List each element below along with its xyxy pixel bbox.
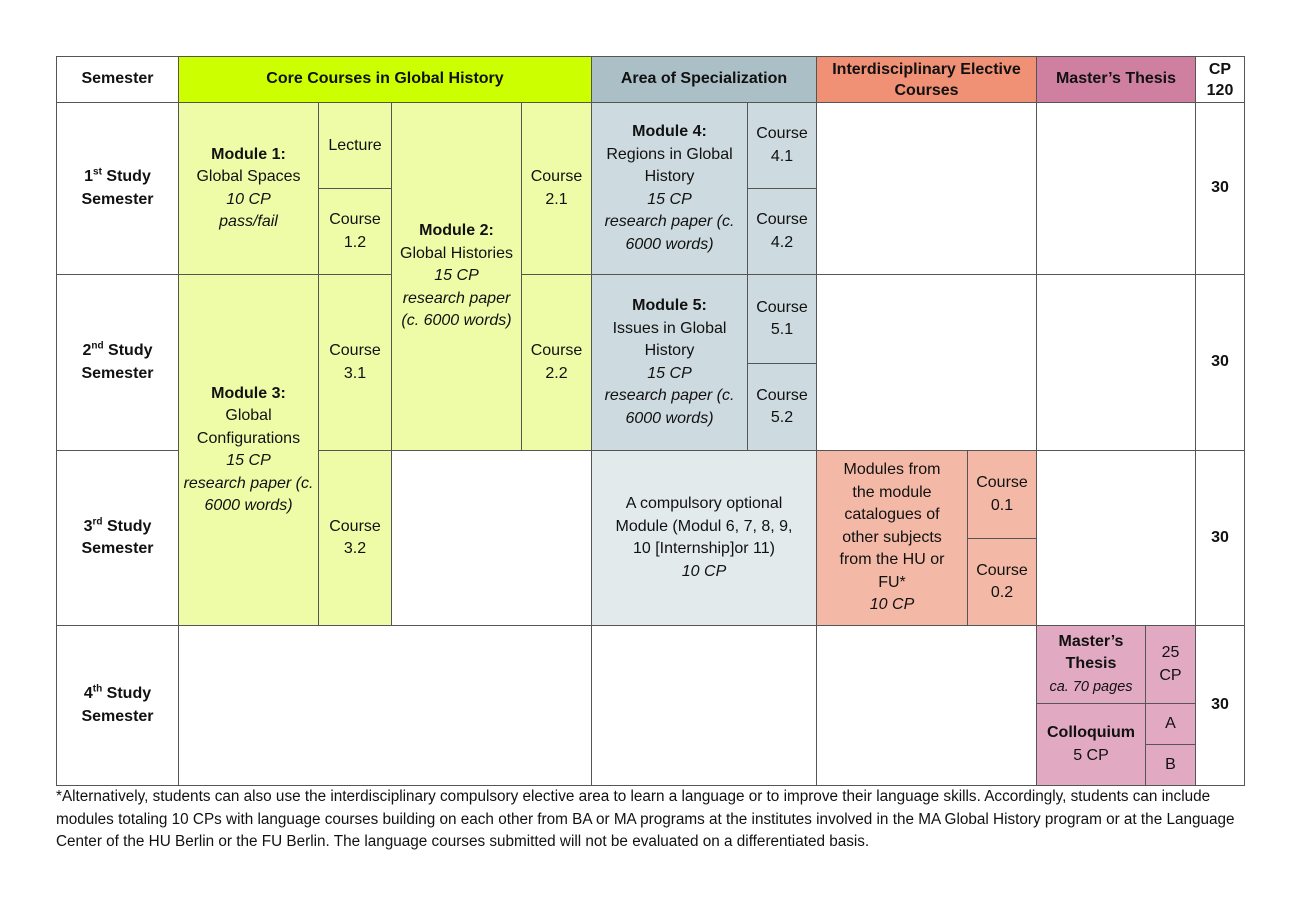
course-3-2: Course 3.2 <box>318 450 392 626</box>
empty-core-3 <box>391 450 592 626</box>
empty-thesis-3 <box>1036 450 1196 626</box>
course-0-2: Course 0.2 <box>967 538 1037 626</box>
course-4-2: Course 4.2 <box>747 188 817 275</box>
colloquium-b: B <box>1145 744 1196 786</box>
header-thesis: Master’s Thesis <box>1036 56 1196 103</box>
course-0-1: Course 0.1 <box>967 450 1037 539</box>
footnote: *Alternatively, students can also use the interdisciplinary compulsory elective area to learn a language or to improve their language skills. Accordingly, students can include modules totaling 10 CPs with language courses building on each other from BA or MA programs at the institutes involved in the MA Global History program or at the Language Center of the HU Berlin or the FU Berlin. The language courses submitted will not be evaluated on a differentiated basis. <box>56 788 1235 850</box>
cp-semester-4: 30 <box>1195 625 1245 786</box>
semester-3: 3rd Study Semester <box>56 450 179 626</box>
module-1: Module 1: Global Spaces 10 CP pass/fail <box>178 102 319 275</box>
course-2-1: Course 2.1 <box>521 102 592 275</box>
cp-semester-3: 30 <box>1195 450 1245 626</box>
thesis-cp: 25 CP <box>1145 625 1196 704</box>
module-4: Module 4: Regions in Global History 15 CP research paper (c. 6000 words) <box>591 102 748 275</box>
semester-4: 4th Study Semester <box>56 625 179 786</box>
colloquium: Colloquium 5 CP <box>1036 703 1146 786</box>
semester-2: 2nd Study Semester <box>56 274 179 451</box>
empty-int-2 <box>816 274 1037 451</box>
empty-spec-4 <box>591 625 817 786</box>
header-interdisciplinary: Interdisciplinary Elective Courses <box>816 56 1037 103</box>
module-2: Module 2: Global Histories 15 CP research paper (c. 6000 words) <box>391 102 522 451</box>
interdisciplinary-module: Modules from the module catalogues of other subjects from the HU or FU* 10 CP <box>816 450 968 626</box>
empty-thesis-2 <box>1036 274 1196 451</box>
course-5-2: Course 5.2 <box>747 363 817 451</box>
empty-thesis-1 <box>1036 102 1196 275</box>
cp-semester-2: 30 <box>1195 274 1245 451</box>
optional-module: A compulsory optional Module (Modul 6, 7, 8, 9, 10 [Internship]or 11) 10 CP <box>591 450 817 626</box>
header-core-courses: Core Courses in Global History <box>178 56 592 103</box>
cp-label: CP <box>1208 60 1232 78</box>
course-2-2: Course 2.2 <box>521 274 592 451</box>
module-3: Module 3: Global Configurations 15 CP research paper (c. 6000 words) <box>178 274 319 626</box>
cp-semester-1: 30 <box>1195 102 1245 275</box>
header-specialization: Area of Specialization <box>591 56 817 103</box>
course-3-1: Course 3.1 <box>318 274 392 451</box>
lecture-1: Lecture <box>318 102 392 189</box>
header-cp <box>1195 56 1245 103</box>
masters-thesis: Master’s Thesis ca. 70 pages <box>1036 625 1146 704</box>
course-5-1: Course 5.1 <box>747 274 817 364</box>
semester-1: 1st Study Semester <box>56 102 179 275</box>
course-4-1: Course 4.1 <box>747 102 817 189</box>
empty-core-4 <box>178 625 592 786</box>
course-1-2: Course 1.2 <box>318 188 392 275</box>
empty-int-1 <box>816 102 1037 275</box>
empty-int-4 <box>816 625 1037 786</box>
module-5: Module 5: Issues in Global History 15 CP research paper (c. 6000 words) <box>591 274 748 451</box>
header-semester: Semester <box>56 56 179 103</box>
cp-total: 120 <box>1206 81 1234 99</box>
colloquium-a: A <box>1145 703 1196 745</box>
